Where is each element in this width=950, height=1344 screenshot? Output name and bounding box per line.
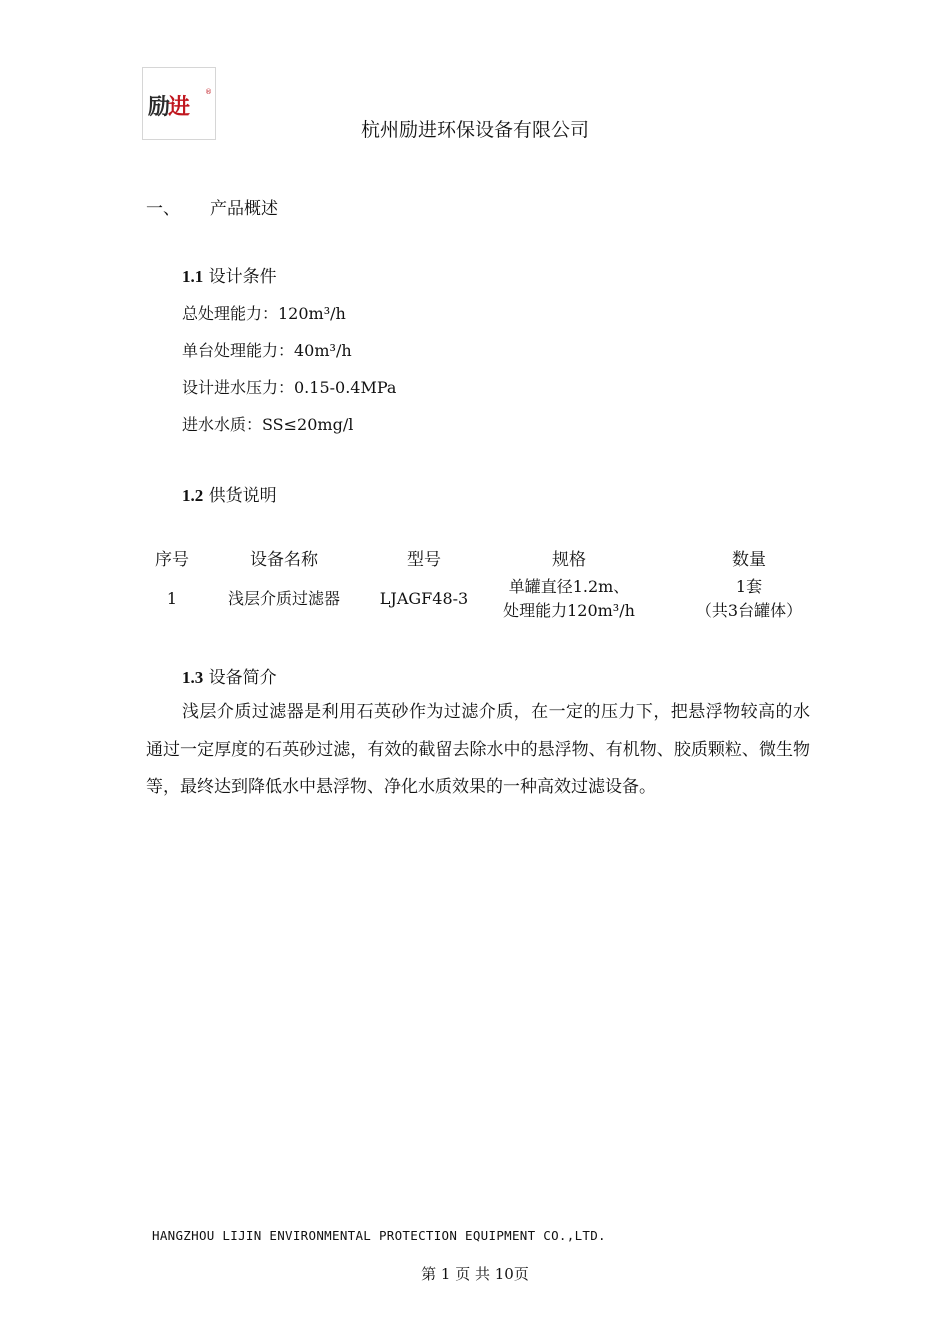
design-line-total: 总处理能力：120m³/h [182,304,346,323]
col-header-spec: 规格 [552,550,586,570]
spec-line-2: 处理能力120m³/h [503,601,635,620]
intro-paragraph: 浅层介质过滤器是利用石英砂作为过滤介质，在一定的压力下，把悬浮物较高的水通过一定厚度的石英砂过滤，有效的截留去除水中的悬浮物、有机物、胶质颗粒、微生物等，最终达到降低水中悬浮物、净化水质效果的一种高效过滤设备。 [146,702,810,797]
section-number: 一、 [146,199,180,219]
section-heading [146,194,278,219]
qty-line-1: 1套 [735,577,763,596]
design-line-quality: 进水水质：SS≤20mg/l [182,415,354,434]
intro-num: 1.3 [182,668,204,687]
intro-heading [182,663,277,688]
table-row [140,575,844,623]
logo-mark: 励进 [148,95,189,120]
intro-title: 设备简介 [208,668,277,688]
spec-line-1: 单罐直径1.2m、 [508,577,630,596]
col-header-qty: 数量 [732,550,766,570]
col-header-index: 序号 [155,550,189,570]
company-name: 杭州励进环保设备有限公司 [360,119,589,141]
design-heading [182,262,277,287]
design-num: 1.1 [182,267,204,286]
supply-title: 供货说明 [208,486,277,506]
footer-company-en: HANGZHOU LIJIN ENVIRONMENTAL PROTECTION EQUIPMENT CO.,LTD. [152,1228,606,1243]
col-header-name: 设备名称 [250,550,318,570]
table-header-row [140,545,844,575]
cell-index: 1 [166,589,178,608]
cell-model: LJAGF48-3 [379,589,469,608]
page-number: 第 1 页 共 10页 [421,1265,529,1283]
registered-mark: ® [205,88,212,96]
supply-heading [182,481,277,506]
section-title: 产品概述 [210,199,278,219]
cell-qty [654,575,844,623]
col-header-model: 型号 [407,550,441,570]
cell-name: 浅层介质过滤器 [227,589,340,608]
design-line-single: 单台处理能力：40m³/h [182,341,352,360]
supply-table [140,545,844,623]
cell-spec [484,575,654,623]
design-line-pressure: 设计进水压力：0.15-0.4MPa [182,378,397,397]
supply-num: 1.2 [182,486,204,505]
design-title: 设计条件 [208,267,277,287]
qty-line-2: （共3台罐体） [695,601,803,620]
